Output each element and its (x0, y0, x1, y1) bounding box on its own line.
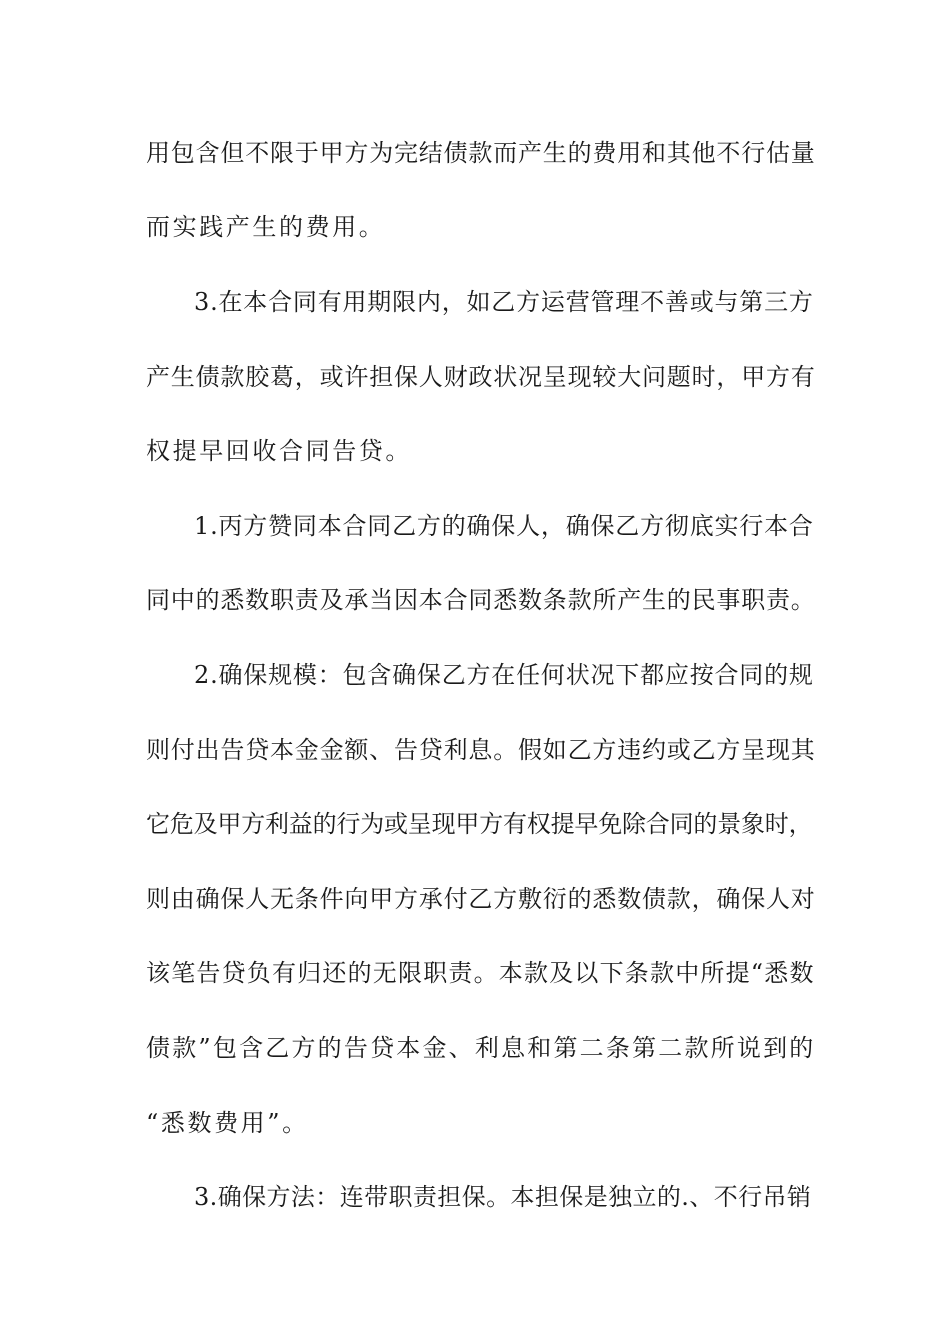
text-line: 权提早回收合同告贷。 (146, 437, 412, 465)
text-line: “悉数费用”。 (146, 1109, 309, 1137)
text-line: 它危及甲方利益的行为或呈现甲方有权提早免除合同的景象时， (146, 810, 813, 838)
text-line: 则付出告贷本金金额、告贷利息。假如乙方违约或乙方呈现其 (146, 736, 816, 764)
text-line: 用包含但不限于甲方为完结债款而产生的费用和其他不行估量 (146, 139, 816, 167)
text-line: 产生债款胶葛，或许担保人财政状况呈现较大问题时，甲方有 (146, 363, 816, 391)
text-line: 该笔告贷负有归还的无限职责。本款及以下条款中所提“悉数 (146, 959, 815, 987)
paragraph-start: 2.确保规模：包含确保乙方在任何状况下都应按合同的规 (194, 661, 814, 689)
text-line: 债款”包含乙方的告贷本金、利息和第二条第二款所说到的 (146, 1034, 816, 1062)
paragraph-start: 3.确保方法：连带职责担保。本担保是独立的.、不行吊销 (194, 1183, 812, 1211)
paragraph-start: 3.在本合同有用期限内，如乙方运营管理不善或与第三方 (194, 288, 814, 316)
paragraph-start: 1.丙方赞同本合同乙方的确保人，确保乙方彻底实行本合 (194, 512, 814, 540)
text-line: 同中的悉数职责及承当因本合同悉数条款所产生的民事职责。 (146, 586, 816, 614)
text-line: 而实践产生的费用。 (146, 213, 386, 241)
text-line: 则由确保人无条件向甲方承付乙方敷衍的悉数债款，确保人对 (146, 885, 816, 913)
